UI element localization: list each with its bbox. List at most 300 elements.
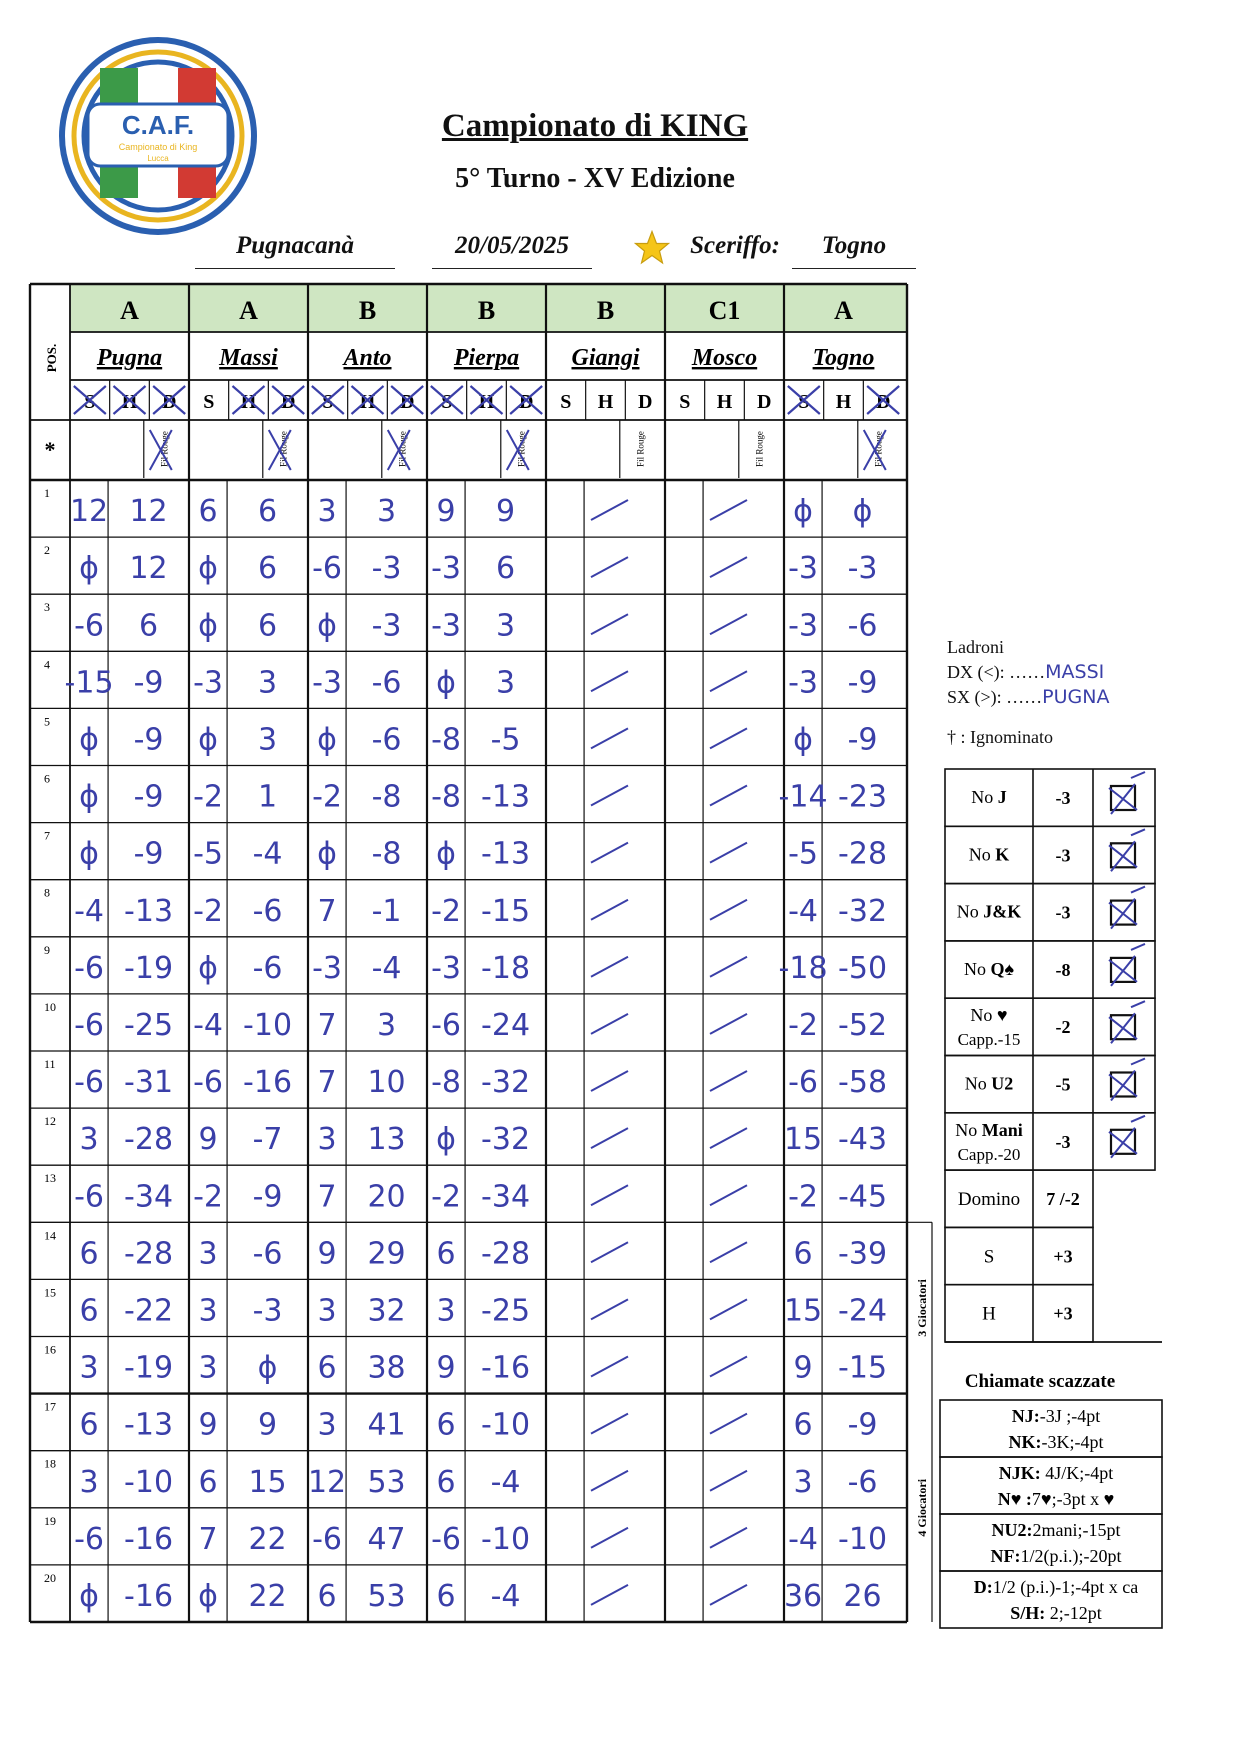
score-hand: -6 — [74, 1179, 105, 1215]
score-hand: 3 — [793, 1464, 813, 1500]
penalty-value: -3 — [1055, 902, 1071, 923]
score-total: 13 — [367, 1122, 406, 1158]
score-total: -4 — [252, 836, 283, 872]
rule-text — [998, 1489, 1115, 1509]
empty-slash — [591, 1357, 628, 1377]
extra-value: +3 — [1053, 1303, 1073, 1324]
score-hand: -6 — [74, 1065, 105, 1101]
score-hand: 7 — [317, 1179, 337, 1215]
empty-slash — [710, 1528, 747, 1548]
sub-header: D — [875, 391, 891, 413]
penalty-value: -8 — [1055, 959, 1071, 980]
row-number: 7 — [44, 828, 50, 843]
score-total: -28 — [124, 1236, 174, 1272]
empty-slash — [710, 843, 747, 863]
empty-slash — [591, 1185, 628, 1205]
row-number: 12 — [44, 1114, 56, 1129]
score-hand: ϕ — [198, 1579, 218, 1615]
row-number: 20 — [44, 1570, 56, 1585]
rule-text — [1009, 1432, 1104, 1452]
score-total: -18 — [481, 950, 531, 986]
score-total: -9 — [847, 665, 878, 701]
fil-rouge-label: Fil Rouge — [516, 431, 527, 467]
score-total: -28 — [481, 1236, 531, 1272]
rule-text — [999, 1463, 1114, 1483]
score-hand: 15 — [783, 1122, 823, 1158]
row-number: 3 — [44, 600, 50, 615]
row-number: 14 — [44, 1228, 56, 1243]
score-total: -16 — [243, 1065, 293, 1101]
score-hand: -2 — [788, 1008, 819, 1044]
logo-city: Lucca — [147, 154, 169, 163]
score-hand: 3 — [79, 1122, 99, 1158]
score-hand: 9 — [198, 1407, 218, 1443]
score-total: -8 — [371, 779, 402, 815]
score-hand: -6 — [74, 1008, 105, 1044]
empty-slash — [710, 671, 747, 691]
penalty-bold: Q♠ — [990, 958, 1015, 979]
score-total: 22 — [248, 1579, 287, 1615]
rule-value: 1/2 (p.i.)-1;-4pt x ca — [992, 1577, 1139, 1597]
rule-value: 7♥;-3pt x ♥ — [1031, 1489, 1115, 1509]
score-total: -24 — [838, 1293, 888, 1329]
score-hand: 6 — [79, 1407, 99, 1443]
score-total: -25 — [481, 1293, 531, 1329]
score-hand: -5 — [193, 836, 224, 872]
empty-slash — [591, 1471, 628, 1491]
empty-slash — [710, 957, 747, 977]
score-hand: -3 — [431, 950, 462, 986]
extra-label: S — [983, 1246, 995, 1268]
player-group: B — [358, 296, 377, 325]
score-hand: -6 — [193, 1065, 224, 1101]
score-hand: -2 — [193, 1179, 224, 1215]
score-hand: -8 — [431, 722, 462, 758]
row-number: 5 — [44, 714, 50, 729]
score-total: -52 — [838, 1008, 888, 1044]
rule-key: NJK: — [998, 1463, 1041, 1483]
score-total: 12 — [129, 551, 168, 587]
penalty-value: -3 — [1055, 845, 1071, 866]
score-total: -10 — [481, 1407, 531, 1443]
sub-header: H — [716, 391, 733, 413]
player-group: A — [834, 296, 853, 325]
sub-header: S — [203, 391, 215, 413]
penalty-label — [957, 902, 1022, 922]
score-hand: 9 — [793, 1350, 813, 1386]
rule-key: N♥ : — [997, 1489, 1032, 1509]
empty-slash — [591, 671, 628, 691]
sheriff-name: Togno — [821, 232, 887, 259]
score-total: -9 — [133, 779, 164, 815]
score-hand: -2 — [788, 1179, 819, 1215]
sub-header: D — [161, 391, 177, 413]
page-subtitle: 5° Turno - XV Edizione — [455, 163, 735, 194]
empty-slash — [591, 1299, 628, 1319]
row-number: 10 — [44, 999, 56, 1014]
location-underline — [195, 268, 395, 269]
row-number: 6 — [44, 771, 50, 786]
score-total: -5 — [490, 722, 521, 758]
score-hand: -6 — [431, 1521, 462, 1557]
row-number: 16 — [44, 1342, 56, 1357]
penalty-bold: U2 — [991, 1073, 1014, 1094]
score-total: -31 — [124, 1065, 174, 1101]
sub-header: D — [280, 391, 296, 413]
rule-key: D: — [973, 1577, 993, 1597]
score-total: -1 — [371, 893, 402, 929]
player-name: Mosco — [691, 345, 758, 371]
row-number: 13 — [44, 1171, 56, 1186]
score-total: 9 — [257, 1407, 278, 1443]
score-hand: 3 — [317, 1122, 337, 1158]
penalty-bold: K — [995, 844, 1010, 865]
score-total: -58 — [838, 1065, 888, 1101]
sub-header: H — [835, 391, 852, 413]
empty-slash — [710, 1357, 747, 1377]
score-hand: -3 — [312, 665, 343, 701]
row-number: 15 — [44, 1285, 56, 1300]
score-hand: -3 — [788, 608, 819, 644]
score-total: 41 — [367, 1407, 406, 1443]
sub-header: H — [359, 391, 376, 413]
score-total: 3 — [495, 608, 516, 644]
score-hand: ϕ — [79, 779, 99, 815]
empty-slash — [591, 786, 628, 806]
score-total: 38 — [367, 1350, 406, 1386]
score-total: -6 — [252, 950, 283, 986]
sub-header: S — [441, 391, 453, 413]
empty-slash — [591, 843, 628, 863]
score-total: -15 — [838, 1350, 888, 1386]
rule-key: S/H: — [1010, 1603, 1046, 1623]
score-total: 3 — [495, 665, 516, 701]
caf-logo — [58, 36, 258, 236]
score-total: -34 — [481, 1179, 531, 1215]
empty-slash — [591, 500, 628, 520]
empty-slash — [591, 557, 628, 577]
score-total: -39 — [838, 1236, 888, 1272]
score-total: -9 — [847, 1407, 878, 1443]
player-name: Pierpa — [453, 345, 520, 371]
score-total: -6 — [847, 608, 878, 644]
check-mark — [1109, 829, 1145, 871]
penalty-prefix: No — [971, 787, 998, 807]
row-number: 2 — [44, 543, 50, 558]
score-total: -6 — [252, 893, 283, 929]
penalty-label — [971, 787, 1007, 807]
player-group: B — [596, 296, 615, 325]
score-hand: -4 — [193, 1008, 224, 1044]
score-hand: ϕ — [793, 494, 813, 530]
rule-key: NF: — [990, 1546, 1021, 1566]
penalty-prefix: No — [964, 1073, 992, 1094]
empty-slash — [710, 1414, 747, 1434]
score-total: -22 — [124, 1293, 174, 1329]
score-total: -28 — [124, 1122, 174, 1158]
score-total: -23 — [838, 779, 888, 815]
penalty-prefix: No ♥ — [970, 1005, 1008, 1026]
score-hand: 3 — [79, 1350, 99, 1386]
row-number: 19 — [44, 1513, 56, 1528]
player-name: Pugna — [96, 345, 163, 371]
empty-slash — [710, 557, 747, 577]
fil-rouge-label: Fil Rouge — [635, 431, 646, 467]
fil-rouge-label: Fil Rouge — [159, 431, 170, 467]
empty-slash — [710, 1185, 747, 1205]
empty-slash — [710, 1585, 747, 1605]
score-total: -4 — [490, 1579, 521, 1615]
row-number: 1 — [44, 486, 50, 500]
score-total: 22 — [248, 1521, 287, 1557]
score-hand: -3 — [312, 950, 343, 986]
check-mark — [1109, 944, 1145, 986]
score-hand: ϕ — [436, 1122, 456, 1158]
empty-slash — [591, 1071, 628, 1091]
score-hand: -8 — [431, 779, 462, 815]
check-mark — [1109, 1116, 1145, 1158]
score-hand: 12 — [307, 1464, 347, 1500]
score-hand: -2 — [431, 893, 462, 929]
score-total: -10 — [243, 1008, 293, 1044]
score-hand: 6 — [79, 1236, 99, 1272]
penalty-prefix: No — [956, 901, 984, 922]
score-total: -4 — [490, 1464, 521, 1500]
empty-slash — [710, 786, 747, 806]
check-mark — [1109, 1001, 1145, 1043]
row-number: 4 — [44, 657, 50, 672]
empty-slash — [591, 1585, 628, 1605]
penalty-label — [969, 844, 1010, 864]
player-name: Massi — [219, 345, 278, 371]
score-total: -13 — [124, 1407, 174, 1443]
sub-header: H — [121, 391, 138, 413]
score-total: -3 — [371, 551, 402, 587]
penalty-bold: Mani — [981, 1119, 1023, 1140]
empty-slash — [710, 1014, 747, 1034]
score-hand: 6 — [198, 1464, 218, 1500]
penalty-label — [955, 1120, 1023, 1140]
fil-rouge-label: Fil Rouge — [278, 431, 289, 467]
score-hand: 6 — [79, 1293, 99, 1329]
score-hand: -6 — [74, 950, 105, 986]
score-total: -10 — [481, 1521, 531, 1557]
score-hand: 15 — [783, 1293, 823, 1329]
player-name: Togno — [812, 345, 875, 371]
ladroni-label: Ladroni — [947, 637, 1004, 657]
fil-rouge-label: Fil Rouge — [754, 431, 765, 467]
ladroni-dx-value: MASSI — [1045, 661, 1105, 683]
score-hand: 3 — [198, 1236, 218, 1272]
sub-header: S — [322, 391, 334, 413]
score-hand: 7 — [317, 1008, 337, 1044]
penalty-value: -3 — [1055, 1131, 1071, 1152]
score-total: ϕ — [257, 1350, 278, 1386]
score-total: -4 — [371, 950, 402, 986]
empty-slash — [710, 1128, 747, 1148]
ignominato-legend: † : Ignominato — [947, 727, 1053, 747]
rule-value: 2;-12pt — [1045, 1603, 1102, 1623]
sub-header: H — [240, 391, 257, 413]
score-hand: ϕ — [317, 608, 337, 644]
rule-text — [1010, 1603, 1102, 1623]
score-hand: 3 — [436, 1293, 456, 1329]
score-hand: ϕ — [198, 950, 218, 986]
score-hand: -3 — [788, 551, 819, 587]
sub-header: D — [399, 391, 415, 413]
score-total: -9 — [133, 665, 164, 701]
score-total: 29 — [367, 1236, 406, 1272]
score-hand: 3 — [317, 1407, 337, 1443]
row-number: 18 — [44, 1456, 56, 1471]
score-total: ϕ — [852, 494, 873, 530]
empty-slash — [710, 900, 747, 920]
score-total: -9 — [252, 1179, 283, 1215]
player-name: Anto — [343, 345, 392, 371]
score-hand: ϕ — [317, 836, 337, 872]
date-underline — [432, 268, 592, 269]
score-hand: 9 — [317, 1236, 337, 1272]
sub-header: H — [597, 391, 614, 413]
score-total: -3 — [371, 608, 402, 644]
score-hand: -6 — [788, 1065, 819, 1101]
score-hand: 3 — [317, 1293, 337, 1329]
score-hand: -2 — [193, 779, 224, 815]
rule-value: 4J/K;-4pt — [1040, 1463, 1114, 1483]
score-hand: -6 — [74, 1521, 105, 1557]
score-total: 3 — [257, 722, 278, 758]
extra-label: H — [982, 1303, 996, 1325]
score-hand: 3 — [198, 1293, 218, 1329]
rule-key: NK: — [1008, 1432, 1042, 1452]
rule-value: -3K;-4pt — [1041, 1432, 1104, 1452]
score-total: -15 — [481, 893, 531, 929]
score-total: -9 — [133, 836, 164, 872]
score-hand: 6 — [793, 1236, 813, 1272]
star-label: * — [44, 437, 56, 462]
score-total: 6 — [138, 608, 159, 644]
empty-slash — [710, 1071, 747, 1091]
player-name: Giangi — [571, 345, 640, 371]
score-hand: -6 — [431, 1008, 462, 1044]
score-hand: -15 — [64, 665, 114, 701]
score-hand: 12 — [69, 494, 109, 530]
score-hand: -5 — [788, 836, 819, 872]
empty-slash — [710, 614, 747, 634]
row-number: 9 — [44, 942, 50, 957]
score-total: -45 — [838, 1179, 888, 1215]
score-total: 3 — [376, 1008, 397, 1044]
score-total: -3 — [847, 551, 878, 587]
score-hand: ϕ — [79, 722, 99, 758]
score-hand: -4 — [74, 893, 105, 929]
fil-rouge-label: Fil Rouge — [873, 431, 884, 467]
score-total: 6 — [257, 494, 278, 530]
score-total: 6 — [257, 551, 278, 587]
empty-slash — [591, 728, 628, 748]
score-total: -9 — [847, 722, 878, 758]
score-total: -16 — [124, 1521, 174, 1557]
score-hand: -18 — [778, 950, 828, 986]
score-hand: -3 — [431, 608, 462, 644]
score-hand: 36 — [783, 1579, 823, 1615]
score-hand: 3 — [317, 494, 337, 530]
sheriff-label: Sceriffo: — [690, 232, 780, 259]
score-hand: ϕ — [79, 836, 99, 872]
score-total: 6 — [257, 608, 278, 644]
score-hand: -2 — [193, 893, 224, 929]
penalty-prefix: No — [963, 958, 991, 979]
score-total: -6 — [252, 1236, 283, 1272]
score-total: 1 — [257, 779, 278, 815]
score-total: -13 — [481, 836, 531, 872]
penalty-value: -2 — [1055, 1017, 1071, 1038]
penalty-bold: J&K — [983, 901, 1022, 922]
score-total: -3 — [252, 1293, 283, 1329]
rule-value: 2mani;-15pt — [1032, 1520, 1121, 1540]
penalty-prefix: No — [968, 844, 996, 865]
empty-slash — [710, 728, 747, 748]
rule-key: NU2: — [991, 1520, 1033, 1540]
extra-value: 7 /-2 — [1046, 1189, 1080, 1210]
score-hand: -3 — [193, 665, 224, 701]
score-total: -6 — [371, 665, 402, 701]
score-hand: ϕ — [198, 722, 218, 758]
score-hand: -14 — [778, 779, 828, 815]
score-total: -34 — [124, 1179, 174, 1215]
score-hand: -2 — [431, 1179, 462, 1215]
score-total: -28 — [838, 836, 888, 872]
score-hand: -6 — [312, 1521, 343, 1557]
sub-header: D — [518, 391, 534, 413]
score-total: -19 — [124, 1350, 174, 1386]
score-hand: 6 — [317, 1350, 337, 1386]
score-hand: -4 — [788, 1521, 819, 1557]
score-total: -8 — [371, 836, 402, 872]
score-total: -10 — [838, 1521, 888, 1557]
score-hand: ϕ — [198, 608, 218, 644]
empty-slash — [710, 1471, 747, 1491]
check-mark — [1109, 1059, 1145, 1101]
score-total: 3 — [376, 494, 397, 530]
score-hand: -3 — [431, 551, 462, 587]
score-hand: 3 — [79, 1464, 99, 1500]
score-total: -9 — [133, 722, 164, 758]
sub-header: H — [478, 391, 495, 413]
score-total: -13 — [481, 779, 531, 815]
player-group: B — [477, 296, 496, 325]
score-total: -32 — [481, 1065, 531, 1101]
score-hand: 6 — [436, 1579, 456, 1615]
penalty-bold: J — [997, 787, 1007, 807]
sub-header: S — [798, 391, 810, 413]
score-total: -25 — [124, 1008, 174, 1044]
score-total: 47 — [367, 1521, 406, 1557]
empty-slash — [591, 900, 628, 920]
score-hand: 6 — [436, 1464, 456, 1500]
pos-label: POS. — [44, 343, 59, 373]
score-total: 12 — [129, 494, 168, 530]
score-total: -32 — [481, 1122, 531, 1158]
empty-slash — [591, 1128, 628, 1148]
score-total: 26 — [843, 1579, 882, 1615]
score-total: -19 — [124, 950, 174, 986]
penalty-label — [965, 1074, 1014, 1094]
score-total: -50 — [838, 950, 888, 986]
score-total: -10 — [124, 1464, 174, 1500]
score-total: 20 — [367, 1179, 406, 1215]
score-hand: 7 — [198, 1521, 218, 1557]
